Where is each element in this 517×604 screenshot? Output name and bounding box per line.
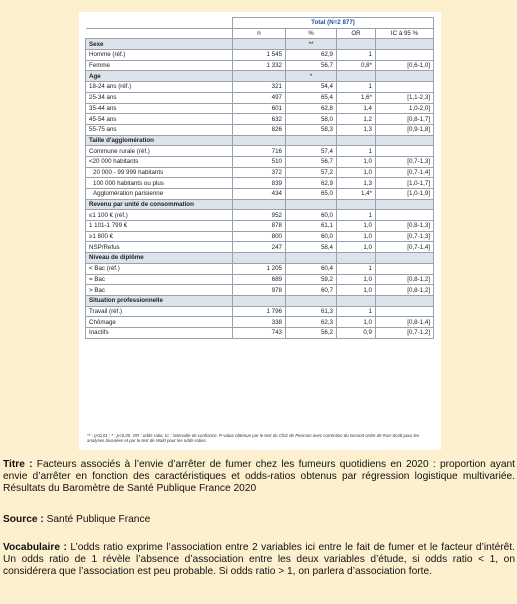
column-header-pct: % bbox=[286, 28, 337, 39]
section-title: Revenu par unité de consommation bbox=[86, 199, 233, 210]
titre-paragraph bbox=[3, 459, 515, 495]
cell-ic: [1,1-2,3] bbox=[376, 92, 434, 103]
table-row bbox=[86, 50, 434, 61]
cell-n: 497 bbox=[233, 92, 286, 103]
section-significance: * bbox=[286, 71, 337, 82]
cell-or: 1 bbox=[337, 306, 376, 317]
table-row bbox=[86, 210, 434, 221]
cell-pct: 58,0 bbox=[286, 114, 337, 125]
row-label: < Bac (réf.) bbox=[86, 263, 233, 274]
cell-ic: [0,7-1,3] bbox=[376, 231, 434, 242]
cell-pct: 62,3 bbox=[286, 317, 337, 328]
table-row bbox=[86, 285, 434, 296]
table-row bbox=[86, 274, 434, 285]
cell-ic: [0,7-1,2] bbox=[376, 327, 434, 338]
cell-or: 1,0 bbox=[337, 317, 376, 328]
cell-ic bbox=[376, 50, 434, 61]
titre-text: Facteurs associés à l’envie d’arrêter de fumer chez les fumeurs quotidiens en 2020 : proportion ayant envie d’arrêter en fonction des caractéristiques et odds-ratios obtenus par régression logistique multivariée. Résultats du Baromètre de Santé Publique France 2020 bbox=[3, 459, 515, 494]
table-card bbox=[79, 12, 441, 450]
table-row bbox=[86, 82, 434, 93]
cell-pct: 61,3 bbox=[286, 306, 337, 317]
cell-pct: 57,2 bbox=[286, 167, 337, 178]
table-row bbox=[86, 178, 434, 189]
section-header-row bbox=[86, 253, 434, 264]
row-label: <20 000 habitants bbox=[86, 156, 233, 167]
cell-or: 1,6* bbox=[337, 92, 376, 103]
section-spacer-cell bbox=[233, 135, 286, 146]
table-row bbox=[86, 263, 434, 274]
cell-or: 1,0 bbox=[337, 242, 376, 253]
table-footnote: ** : p<0,01 ; * : p<0,05. OR : odds-ratio, IC : intervalle de confiance. P-value obtenue par le test du Chi2 de Pearson avec correction du second ordre de Rao-Scott pour les analyses bivariées et par le test de Wald pour les odds-ratios. bbox=[87, 433, 420, 443]
column-header-row bbox=[86, 28, 434, 39]
cell-pct: 56,7 bbox=[286, 156, 337, 167]
source-paragraph bbox=[3, 514, 515, 526]
row-label: Agglomération parisienne bbox=[86, 189, 233, 200]
section-spacer-cell bbox=[233, 253, 286, 264]
table-row bbox=[86, 124, 434, 135]
cell-or: 1,4 bbox=[337, 103, 376, 114]
titre-label: Titre : bbox=[3, 459, 33, 470]
cell-pct: 62,8 bbox=[286, 103, 337, 114]
section-title: Taille d'agglomération bbox=[86, 135, 233, 146]
cell-ic bbox=[376, 306, 434, 317]
cell-or: 1,0 bbox=[337, 221, 376, 232]
cell-n: 978 bbox=[233, 285, 286, 296]
cell-ic: [0,7-1,4] bbox=[376, 242, 434, 253]
cell-n: 716 bbox=[233, 146, 286, 157]
section-spacer-cell bbox=[376, 199, 434, 210]
cell-or: 1,4* bbox=[337, 189, 376, 200]
row-label: Femme bbox=[86, 60, 233, 71]
table-row bbox=[86, 221, 434, 232]
section-spacer-cell bbox=[376, 39, 434, 50]
table-row bbox=[86, 306, 434, 317]
cell-n: 1 545 bbox=[233, 50, 286, 61]
cell-ic: [0,8-1,7] bbox=[376, 114, 434, 125]
table-row bbox=[86, 103, 434, 114]
cell-or: 1 bbox=[337, 82, 376, 93]
cell-n: 878 bbox=[233, 221, 286, 232]
results-table bbox=[85, 17, 434, 339]
cell-ic: 1,0-2,0] bbox=[376, 103, 434, 114]
section-title: Age bbox=[86, 71, 233, 82]
cell-or: 1,2 bbox=[337, 114, 376, 125]
cell-ic: [0,8-1,3] bbox=[376, 221, 434, 232]
section-significance bbox=[286, 199, 337, 210]
cell-ic bbox=[376, 263, 434, 274]
cell-ic: [0,7-1,3] bbox=[376, 156, 434, 167]
cell-n: 601 bbox=[233, 103, 286, 114]
row-label: 35-44 ans bbox=[86, 103, 233, 114]
cell-ic: [1,0-1,9] bbox=[376, 189, 434, 200]
cell-ic: [0,8-1,4] bbox=[376, 317, 434, 328]
row-label: 18-24 ans (réf.) bbox=[86, 82, 233, 93]
section-header-row bbox=[86, 39, 434, 50]
cell-ic bbox=[376, 82, 434, 93]
section-spacer-cell bbox=[376, 295, 434, 306]
table-row bbox=[86, 114, 434, 125]
section-significance bbox=[286, 135, 337, 146]
cell-pct: 58,3 bbox=[286, 124, 337, 135]
cell-or: 1,3 bbox=[337, 178, 376, 189]
cell-or: 1 bbox=[337, 50, 376, 61]
cell-n: 800 bbox=[233, 231, 286, 242]
cell-or: 0,8* bbox=[337, 60, 376, 71]
table-row bbox=[86, 231, 434, 242]
cell-pct: 57,4 bbox=[286, 146, 337, 157]
row-label: 45-54 ans bbox=[86, 114, 233, 125]
cell-n: 510 bbox=[233, 156, 286, 167]
row-label: Homme (réf.) bbox=[86, 50, 233, 61]
cell-n: 743 bbox=[233, 327, 286, 338]
cell-ic: [0,9-1,8] bbox=[376, 124, 434, 135]
cell-ic bbox=[376, 210, 434, 221]
cell-pct: 61,1 bbox=[286, 221, 337, 232]
cell-n: 1 332 bbox=[233, 60, 286, 71]
section-title: Situation professionnelle bbox=[86, 295, 233, 306]
table-row bbox=[86, 92, 434, 103]
cell-or: 1 bbox=[337, 146, 376, 157]
cell-or: 1 bbox=[337, 210, 376, 221]
row-label: Inactifs bbox=[86, 327, 233, 338]
section-spacer-cell bbox=[233, 199, 286, 210]
cell-pct: 56,2 bbox=[286, 327, 337, 338]
section-header-row bbox=[86, 199, 434, 210]
section-spacer-cell bbox=[376, 253, 434, 264]
cell-or: 0,9 bbox=[337, 327, 376, 338]
section-significance: ** bbox=[286, 39, 337, 50]
cell-or: 1,0 bbox=[337, 231, 376, 242]
section-significance bbox=[286, 253, 337, 264]
cell-ic bbox=[376, 146, 434, 157]
cell-n: 689 bbox=[233, 274, 286, 285]
cell-n: 1 796 bbox=[233, 306, 286, 317]
section-spacer-cell bbox=[233, 71, 286, 82]
source-text: Santé Publique France bbox=[43, 514, 151, 525]
cell-or: 1,0 bbox=[337, 156, 376, 167]
cell-or: 1,0 bbox=[337, 285, 376, 296]
source-label: Source : bbox=[3, 514, 44, 525]
row-label: 25-34 ans bbox=[86, 92, 233, 103]
cell-pct: 60,7 bbox=[286, 285, 337, 296]
row-label: 1 101-1 799 € bbox=[86, 221, 233, 232]
cell-pct: 62,9 bbox=[286, 178, 337, 189]
cell-pct: 59,2 bbox=[286, 274, 337, 285]
cell-n: 321 bbox=[233, 82, 286, 93]
cell-ic: [0,8-1,2] bbox=[376, 285, 434, 296]
section-spacer-cell bbox=[337, 71, 376, 82]
section-spacer-cell bbox=[376, 135, 434, 146]
section-spacer-cell bbox=[337, 253, 376, 264]
section-title: Niveau de diplôme bbox=[86, 253, 233, 264]
row-label: 55-75 ans bbox=[86, 124, 233, 135]
table-row bbox=[86, 317, 434, 328]
cell-pct: 65,0 bbox=[286, 189, 337, 200]
table-row bbox=[86, 189, 434, 200]
cell-ic: [1,0-1,7] bbox=[376, 178, 434, 189]
cell-n: 839 bbox=[233, 178, 286, 189]
cell-pct: 60,4 bbox=[286, 263, 337, 274]
cell-pct: 65,4 bbox=[286, 92, 337, 103]
empty-label-header bbox=[86, 28, 233, 39]
cell-pct: 62,9 bbox=[286, 50, 337, 61]
cell-or: 1,3 bbox=[337, 124, 376, 135]
section-spacer-cell bbox=[233, 295, 286, 306]
cell-ic: [0,8-1,2] bbox=[376, 274, 434, 285]
cell-n: 826 bbox=[233, 124, 286, 135]
table-row bbox=[86, 146, 434, 157]
cell-pct: 58,4 bbox=[286, 242, 337, 253]
cell-n: 434 bbox=[233, 189, 286, 200]
table-row bbox=[86, 242, 434, 253]
section-header-row bbox=[86, 71, 434, 82]
cell-n: 338 bbox=[233, 317, 286, 328]
table-row bbox=[86, 60, 434, 71]
row-label: ≤1 100 € (réf.) bbox=[86, 210, 233, 221]
cell-pct: 60,0 bbox=[286, 210, 337, 221]
row-label: > Bac bbox=[86, 285, 233, 296]
table-row bbox=[86, 167, 434, 178]
row-label: NSP/Refus bbox=[86, 242, 233, 253]
section-spacer-cell bbox=[337, 199, 376, 210]
row-label: 100 000 habitants ou plus bbox=[86, 178, 233, 189]
cell-n: 247 bbox=[233, 242, 286, 253]
section-title: Sexe bbox=[86, 39, 233, 50]
row-label: ≥1 800 € bbox=[86, 231, 233, 242]
row-label: Commune rurale (réf.) bbox=[86, 146, 233, 157]
row-label: Chômage bbox=[86, 317, 233, 328]
row-label: = Bac bbox=[86, 274, 233, 285]
cell-pct: 56,7 bbox=[286, 60, 337, 71]
cell-n: 1 205 bbox=[233, 263, 286, 274]
column-header-n: n bbox=[233, 28, 286, 39]
total-group-header: Total (N=2 877) bbox=[233, 18, 434, 29]
vocabulaire-paragraph bbox=[3, 542, 515, 578]
section-spacer-cell bbox=[233, 39, 286, 50]
cell-or: 1 bbox=[337, 263, 376, 274]
cell-n: 952 bbox=[233, 210, 286, 221]
table-row bbox=[86, 156, 434, 167]
row-label: Travail (réf.) bbox=[86, 306, 233, 317]
cell-or: 1,0 bbox=[337, 167, 376, 178]
section-spacer-cell bbox=[337, 39, 376, 50]
empty-corner-cell bbox=[86, 18, 233, 29]
vocabulaire-text: L’odds ratio exprime l’association entre 2 variables ici entre le fait de fumer et le facteur d’intérêt. Un odds ratio de 1 révèle l’absence d’association entre les deux variables d’étude, si odds ratio < 1, on considérera que l’association est peu probable. Si odds ratio > 1, on parlera d’association forte. bbox=[3, 542, 516, 577]
section-header-row bbox=[86, 295, 434, 306]
column-header-or: OR bbox=[337, 28, 376, 39]
table-group-header-row bbox=[86, 18, 434, 29]
table-row bbox=[86, 327, 434, 338]
column-header-ic: IC à 95 % bbox=[376, 28, 434, 39]
cell-ic: [0,7-1,4] bbox=[376, 167, 434, 178]
cell-n: 372 bbox=[233, 167, 286, 178]
cell-pct: 54,4 bbox=[286, 82, 337, 93]
section-significance bbox=[286, 295, 337, 306]
section-spacer-cell bbox=[376, 71, 434, 82]
vocabulaire-label: Vocabulaire : bbox=[3, 542, 67, 553]
section-spacer-cell bbox=[337, 295, 376, 306]
row-label: 20 000 - 99 999 habitants bbox=[86, 167, 233, 178]
cell-or: 1,0 bbox=[337, 274, 376, 285]
cell-ic: [0,6-1,0] bbox=[376, 60, 434, 71]
cell-n: 632 bbox=[233, 114, 286, 125]
section-spacer-cell bbox=[337, 135, 376, 146]
section-header-row bbox=[86, 135, 434, 146]
cell-pct: 60,0 bbox=[286, 231, 337, 242]
